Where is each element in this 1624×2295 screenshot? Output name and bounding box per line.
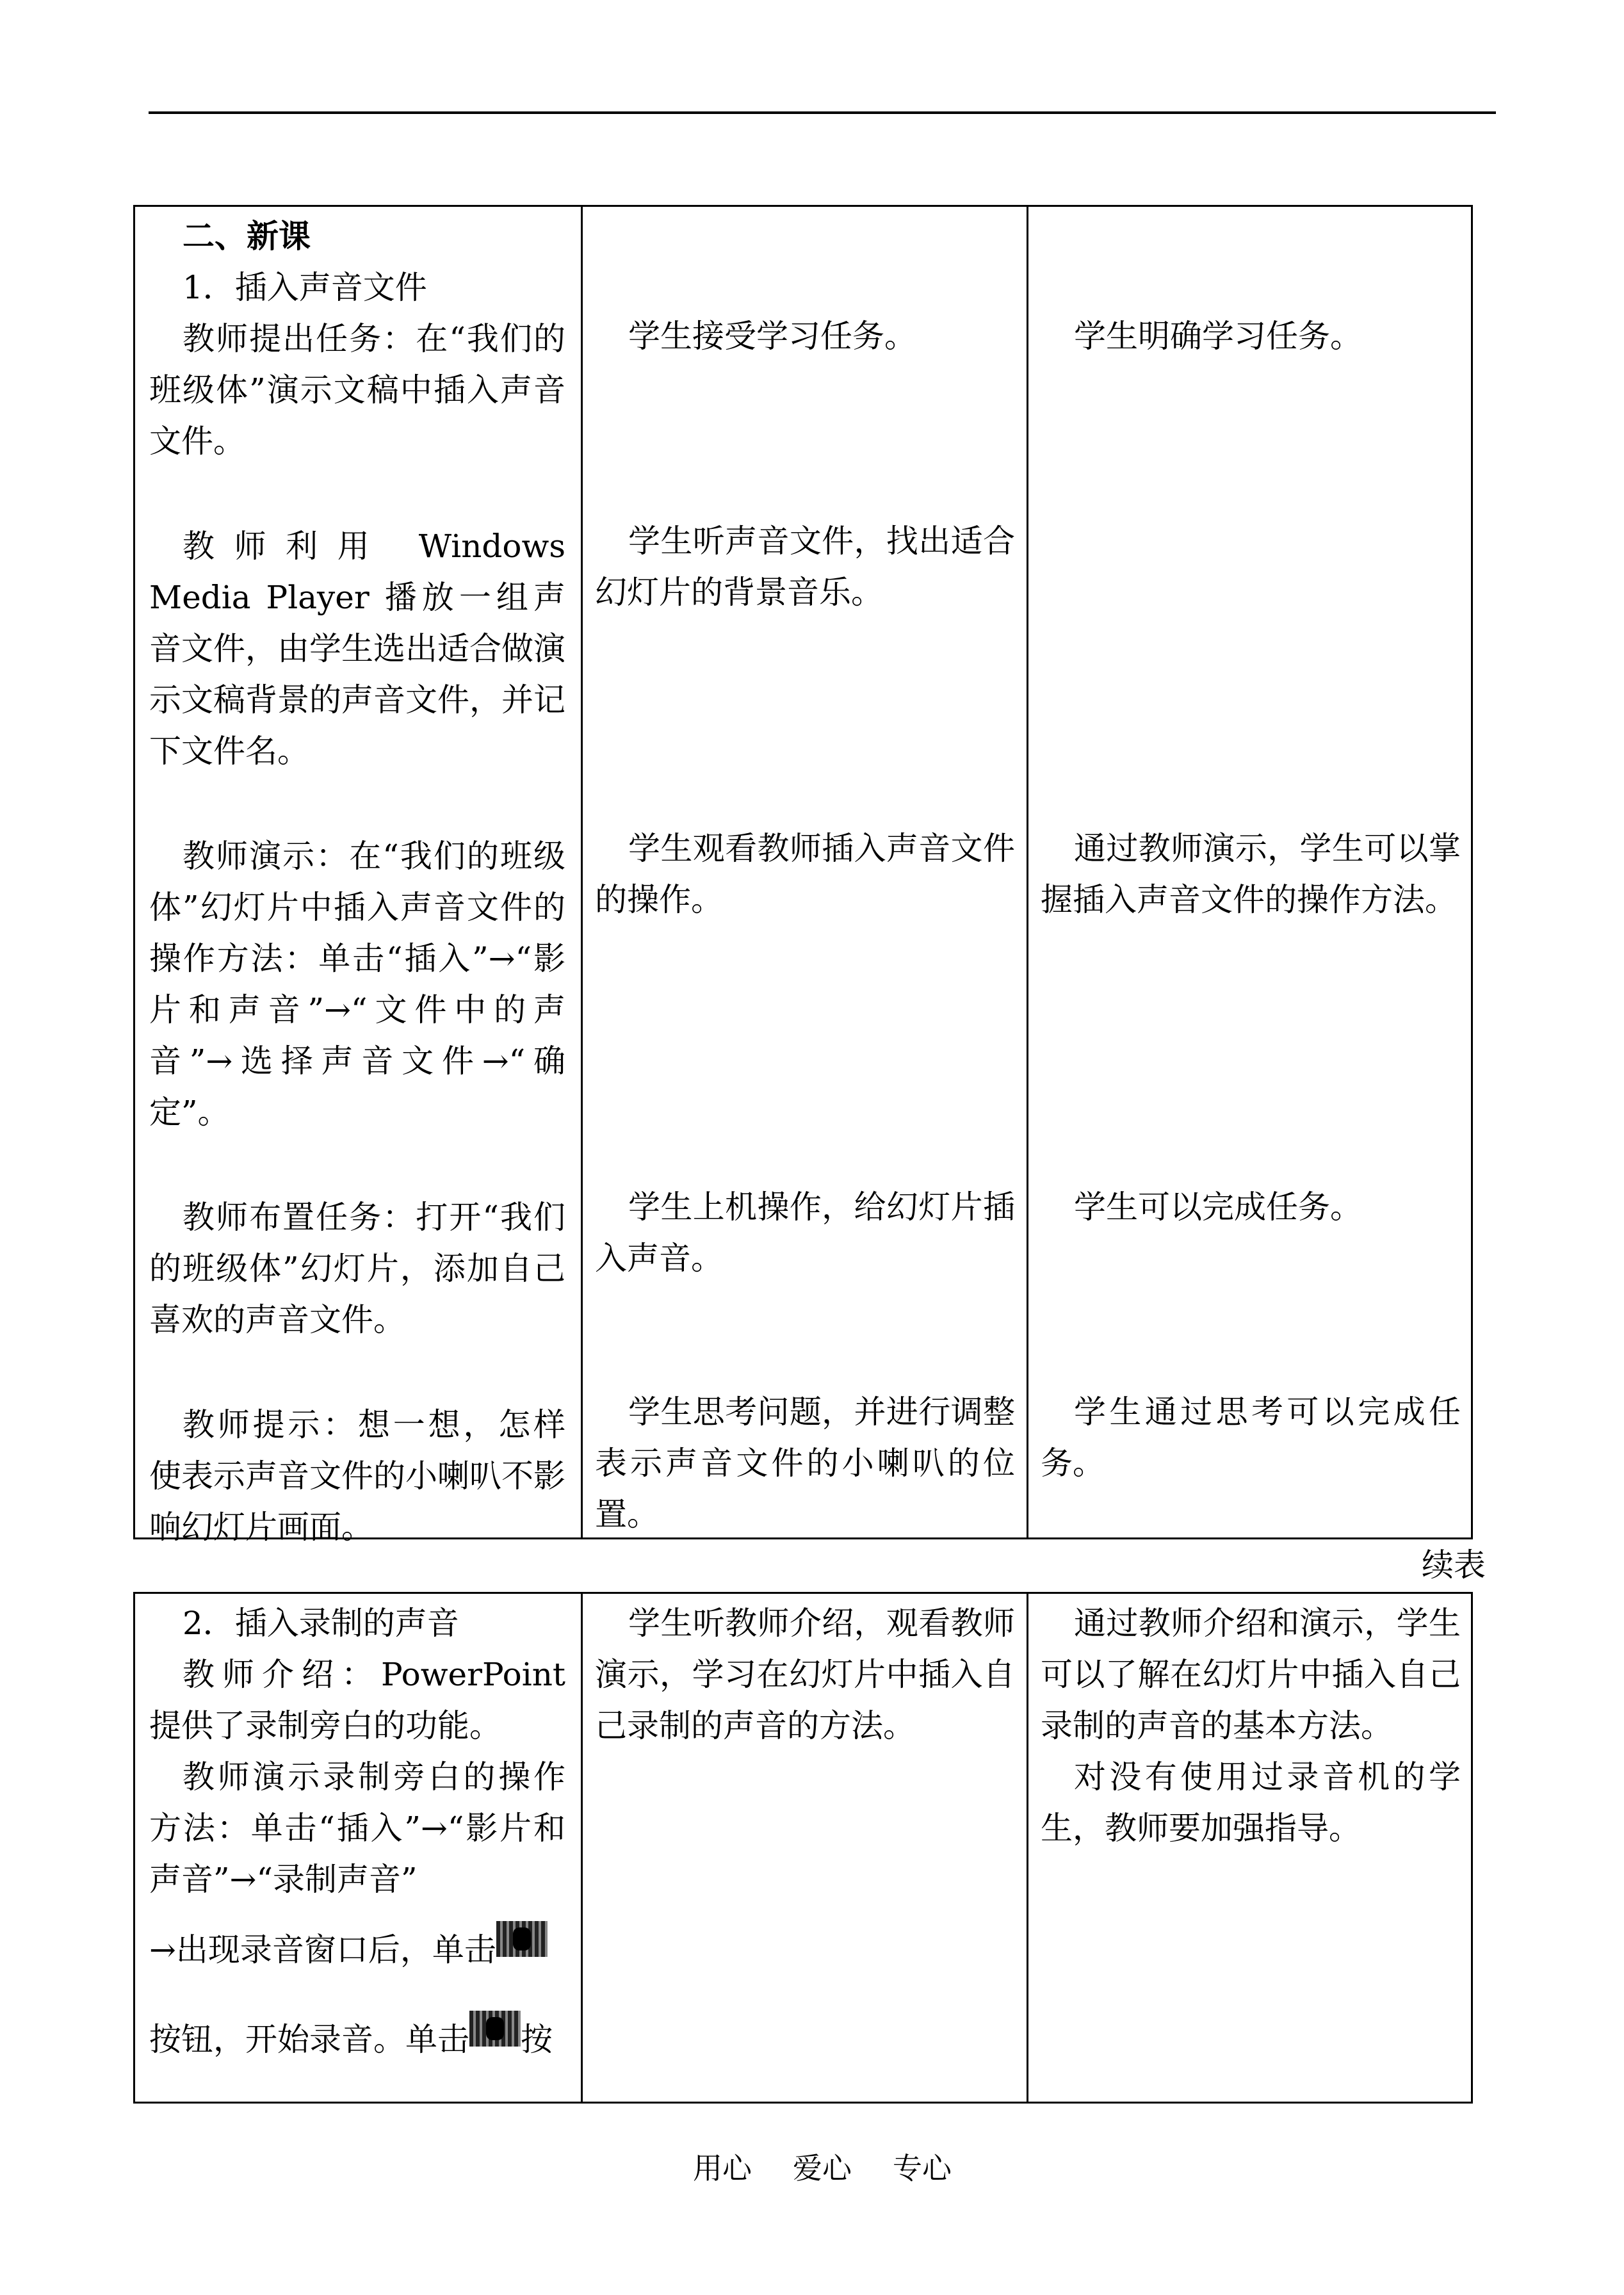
record-start-tail: 按 <box>521 2021 553 2058</box>
subsection-heading: 1．插入声音文件 <box>183 269 427 306</box>
record-step-line <box>149 1905 565 1995</box>
design-intent-text-2: 对没有使用过录音机的学生，教师要加强指导。 <box>1041 1758 1461 1847</box>
design-intent-4: 学生通过思考可以完成任务。 <box>1041 1393 1461 1482</box>
student-activity-5: 学生思考问题，并进行调整表示声音文件的小喇叭的位置。 <box>595 1393 1015 1533</box>
column-divider-2 <box>1027 1594 1028 2102</box>
record-start-line <box>149 1995 565 2084</box>
teacher-intro-text: 教师介绍：PowerPoint 提供了录制旁白的功能。 <box>149 1656 565 1744</box>
student-activity-2: 学生听声音文件，找出适合幻灯片的背景音乐。 <box>595 523 1015 611</box>
teacher-demo-text: 教师演示：在“我们的班级体”幻灯片中插入声音文件的操作方法：单击“插入”→“影片和声音”→“文件中的声音”→选择声音文件→“确定”。 <box>149 838 565 1131</box>
design-intent-3: 学生可以完成任务。 <box>1074 1188 1362 1226</box>
record-step-text: →出现录音窗口后，单击 <box>149 1931 496 1968</box>
section-heading: 二、新课 <box>183 217 311 255</box>
column-divider-1 <box>581 1594 583 2102</box>
lesson-table-part2 <box>133 1592 1473 2104</box>
footer-motto-2: 爱心 <box>793 2151 852 2186</box>
footer-motto-3: 专心 <box>893 2151 952 2186</box>
student-activity-4: 学生上机操作，给幻灯片插入声音。 <box>595 1188 1015 1277</box>
student-activity-3: 学生观看教师插入声音文件的操作。 <box>595 830 1015 918</box>
teacher-task-text: 教师提出任务：在“我们的班级体”演示文稿中插入声音文件。 <box>149 320 565 460</box>
teacher-demo-text: 教师演示录制旁白的操作方法：单击“插入”→“影片和声音”→“录制声音” <box>149 1758 565 1898</box>
teacher-activity-cell <box>149 207 565 1546</box>
column-divider-1 <box>581 207 583 1537</box>
design-intent-2: 通过教师演示，学生可以掌握插入声音文件的操作方法。 <box>1041 830 1461 918</box>
design-intent-cell <box>1041 207 1461 1537</box>
header-rule <box>149 111 1496 114</box>
record-start-text: 按钮，开始录音。单击 <box>149 2021 469 2058</box>
column-divider-2 <box>1027 207 1028 1537</box>
teacher-activity-cell <box>149 1594 565 2102</box>
student-activity-1: 学生接受学习任务。 <box>628 318 916 355</box>
student-activity-cell <box>595 207 1015 1537</box>
teacher-play-text: 教师利用 Windows Media Player 播放一组声音文件，由学生选出适合做演示文稿背景的声音文件，并记下文件名。 <box>149 528 565 770</box>
footer-motto-1: 用心 <box>693 2151 752 2186</box>
design-intent-text-1: 通过教师介绍和演示，学生可以了解在幻灯片中插入自己录制的声音的基本方法。 <box>1041 1605 1461 1744</box>
lesson-table-part1 <box>133 205 1473 1546</box>
teacher-hint-text: 教师提示：想一想，怎样使表示声音文件的小喇叭不影响幻灯片画面。 <box>149 1406 565 1546</box>
stop-button-icon <box>469 2011 521 2047</box>
student-activity-cell <box>595 1594 1015 2102</box>
teacher-assign-text: 教师布置任务：打开“我们的班级体”幻灯片，添加自己喜欢的声音文件。 <box>149 1199 565 1338</box>
subsection-heading: 2．插入录制的声音 <box>183 1605 459 1642</box>
continued-label: 续表 <box>1422 1546 1486 1584</box>
design-intent-cell <box>1041 1594 1461 2102</box>
record-button-icon <box>496 1921 548 1957</box>
student-activity-text: 学生听教师介绍，观看教师演示，学习在幻灯片中插入自己录制的声音的方法。 <box>595 1605 1015 1744</box>
design-intent-1: 学生明确学习任务。 <box>1074 318 1362 355</box>
